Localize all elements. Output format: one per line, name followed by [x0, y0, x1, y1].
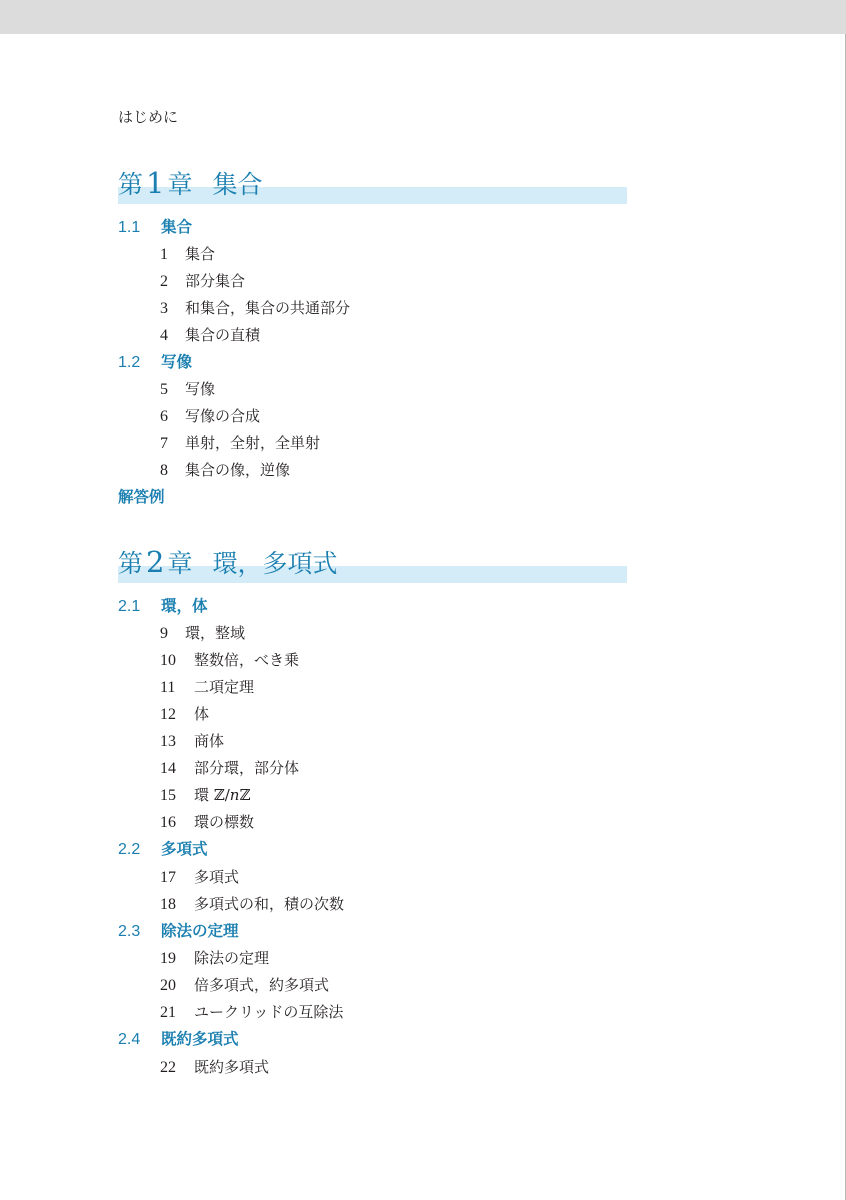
toc-item[interactable]: 9 環，整域 [160, 624, 246, 642]
chapter-2-heading[interactable] [118, 542, 627, 588]
toc-item[interactable]: 3 和集合，集合の共通部分 [160, 299, 351, 317]
toc-item[interactable]: 11 二項定理 [160, 678, 255, 696]
chapter-1-heading[interactable] [118, 163, 627, 209]
toc-item[interactable]: 15 環 ℤ/𝑛ℤ [160, 786, 251, 804]
toc-item[interactable]: 4 集合の直積 [160, 326, 261, 344]
chapter-number: 2 [146, 545, 165, 579]
toc-item[interactable]: 16 環の標数 [160, 813, 255, 831]
toc-item[interactable]: 17 多項式 [160, 868, 240, 886]
section-1-1[interactable]: 1.1 集合 [118, 218, 193, 236]
toc-item[interactable]: 22 既約多項式 [160, 1058, 270, 1076]
chapter-title: 第 2 章 環，多項式 [118, 545, 338, 579]
toc-item[interactable]: 1 集合 [160, 245, 216, 263]
toc-item[interactable]: 13 商体 [160, 732, 225, 750]
toc-item[interactable]: 10 整数倍，べき乗 [160, 651, 300, 669]
section-1-2[interactable]: 1.2 写像 [118, 353, 193, 371]
answers-link[interactable]: 解答例 [118, 488, 165, 506]
toc-item[interactable]: 7 単射，全射，全単射 [160, 434, 321, 452]
toc-item[interactable]: 14 部分環，部分体 [160, 759, 300, 777]
section-2-3[interactable]: 2.3 除法の定理 [118, 922, 239, 940]
toc-item[interactable]: 19 除法の定理 [160, 949, 270, 967]
toc-item[interactable]: 2 部分集合 [160, 272, 246, 290]
section-2-4[interactable]: 2.4 既約多項式 [118, 1030, 239, 1048]
toc-item[interactable]: 21 ユークリッドの互除法 [160, 1003, 344, 1021]
toc-item[interactable]: 8 集合の像，逆像 [160, 461, 291, 479]
top-gray-band [0, 0, 846, 34]
toc-item[interactable]: 6 写像の合成 [160, 407, 261, 425]
math-expression: ℤ/𝑛ℤ [213, 786, 251, 804]
toc-item[interactable]: 5 写像 [160, 380, 216, 398]
section-2-2[interactable]: 2.2 多項式 [118, 840, 208, 858]
toc-item[interactable]: 20 倍多項式，約多項式 [160, 976, 330, 994]
toc-item[interactable]: 18 多項式の和，積の次数 [160, 895, 345, 913]
section-2-1[interactable]: 2.1 環，体 [118, 597, 208, 615]
chapter-title: 第 1 章 集合 [118, 166, 263, 200]
chapter-name: 環，多項式 [212, 549, 338, 578]
chapter-name: 集合 [212, 170, 263, 199]
chapter-number: 1 [146, 166, 165, 200]
toc-item[interactable]: 12 体 [160, 705, 210, 723]
toc-intro[interactable]: はじめに [118, 108, 179, 126]
